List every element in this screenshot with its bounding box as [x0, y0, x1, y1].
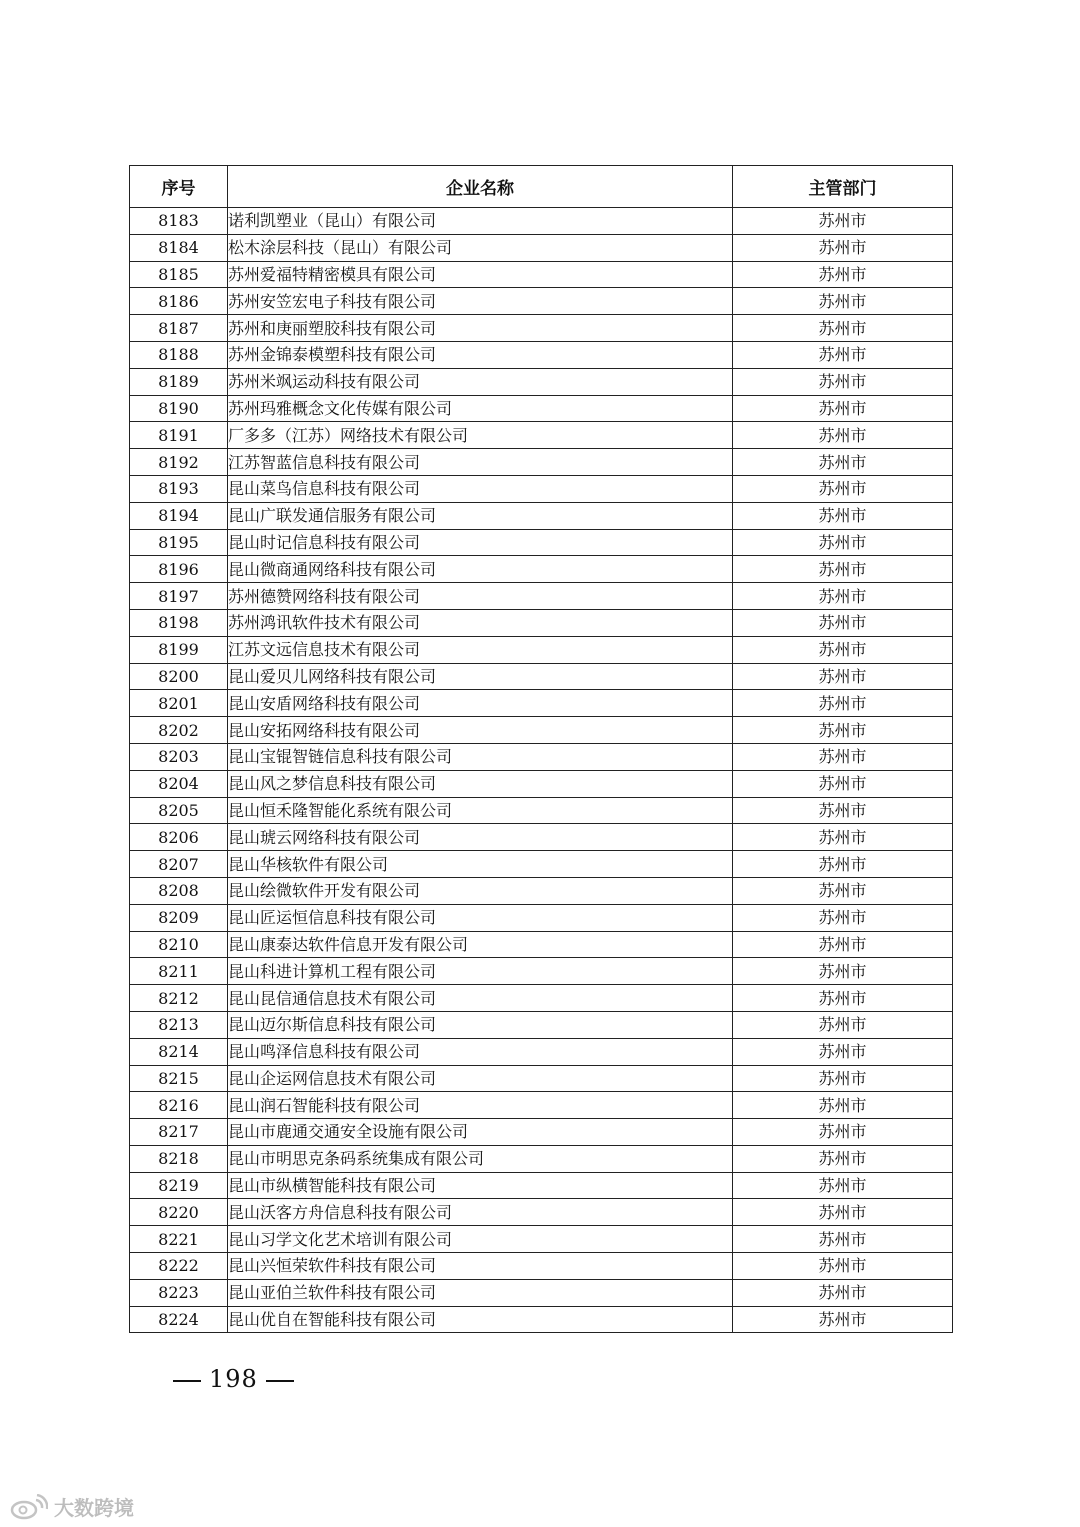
row-department: 苏州市	[733, 609, 953, 636]
row-serial-number: 8190	[130, 395, 228, 422]
row-department: 苏州市	[733, 475, 953, 502]
row-department: 苏州市	[733, 851, 953, 878]
row-department: 苏州市	[733, 395, 953, 422]
table-row	[130, 288, 953, 315]
row-enterprise-name: 昆山沃客方舟信息科技有限公司	[228, 1199, 733, 1226]
table-row	[130, 341, 953, 368]
row-serial-number: 8215	[130, 1065, 228, 1092]
table-row	[130, 1092, 953, 1119]
row-serial-number: 8208	[130, 877, 228, 904]
table-row	[130, 904, 953, 931]
table-row	[130, 583, 953, 610]
row-serial-number: 8221	[130, 1226, 228, 1253]
row-department: 苏州市	[733, 877, 953, 904]
row-enterprise-name: 昆山迈尔斯信息科技有限公司	[228, 1011, 733, 1038]
page-number-value: 198	[209, 1365, 258, 1393]
row-department: 苏州市	[733, 288, 953, 315]
row-enterprise-name: 昆山亚伯兰软件科技有限公司	[228, 1279, 733, 1306]
row-serial-number: 8203	[130, 743, 228, 770]
row-serial-number: 8204	[130, 770, 228, 797]
table-row	[130, 234, 953, 261]
row-enterprise-name: 昆山润石智能科技有限公司	[228, 1092, 733, 1119]
row-enterprise-name: 苏州爱福特精密模具有限公司	[228, 261, 733, 288]
row-serial-number: 8191	[130, 422, 228, 449]
row-enterprise-name: 昆山安拓网络科技有限公司	[228, 717, 733, 744]
row-enterprise-name: 昆山匠运恒信息科技有限公司	[228, 904, 733, 931]
table-row	[130, 1253, 953, 1280]
row-department: 苏州市	[733, 422, 953, 449]
row-serial-number: 8220	[130, 1199, 228, 1226]
table-row	[130, 636, 953, 663]
table-row	[130, 261, 953, 288]
row-department: 苏州市	[733, 770, 953, 797]
row-serial-number: 8200	[130, 663, 228, 690]
table-row	[130, 717, 953, 744]
row-enterprise-name: 苏州玛雅概念文化传媒有限公司	[228, 395, 733, 422]
row-serial-number: 8217	[130, 1119, 228, 1146]
row-department: 苏州市	[733, 797, 953, 824]
page-number	[165, 1365, 302, 1393]
row-serial-number: 8187	[130, 315, 228, 342]
row-enterprise-name: 昆山琥云网络科技有限公司	[228, 824, 733, 851]
row-department: 苏州市	[733, 743, 953, 770]
row-department: 苏州市	[733, 529, 953, 556]
table-row	[130, 1145, 953, 1172]
row-enterprise-name: 昆山兴恒荣软件科技有限公司	[228, 1253, 733, 1280]
row-enterprise-name: 昆山绘微软件开发有限公司	[228, 877, 733, 904]
row-department: 苏州市	[733, 636, 953, 663]
table-row	[130, 1199, 953, 1226]
table-row	[130, 663, 953, 690]
table-row	[130, 958, 953, 985]
row-serial-number: 8185	[130, 261, 228, 288]
row-serial-number: 8212	[130, 985, 228, 1012]
table-row	[130, 1119, 953, 1146]
row-department: 苏州市	[733, 1145, 953, 1172]
row-enterprise-name: 昆山华核软件有限公司	[228, 851, 733, 878]
table-body	[130, 208, 953, 1333]
row-enterprise-name: 昆山优自在智能科技有限公司	[228, 1306, 733, 1333]
table-row	[130, 1306, 953, 1333]
row-department: 苏州市	[733, 904, 953, 931]
table-row	[130, 931, 953, 958]
row-department: 苏州市	[733, 663, 953, 690]
row-department: 苏州市	[733, 1119, 953, 1146]
table-row	[130, 770, 953, 797]
table-row	[130, 851, 953, 878]
enterprise-table	[129, 165, 953, 1333]
row-serial-number: 8193	[130, 475, 228, 502]
table-row	[130, 797, 953, 824]
row-serial-number: 8188	[130, 341, 228, 368]
table-row	[130, 690, 953, 717]
row-serial-number: 8186	[130, 288, 228, 315]
table-row	[130, 1279, 953, 1306]
row-serial-number: 8183	[130, 208, 228, 235]
row-enterprise-name: 昆山微商通网络科技有限公司	[228, 556, 733, 583]
table-row	[130, 315, 953, 342]
row-enterprise-name: 诺利凯塑业（昆山）有限公司	[228, 208, 733, 235]
row-department: 苏州市	[733, 1092, 953, 1119]
table-row	[130, 743, 953, 770]
row-department: 苏州市	[733, 341, 953, 368]
row-serial-number: 8195	[130, 529, 228, 556]
row-serial-number: 8198	[130, 609, 228, 636]
table-row	[130, 1065, 953, 1092]
row-department: 苏州市	[733, 717, 953, 744]
row-department: 苏州市	[733, 958, 953, 985]
row-department: 苏州市	[733, 449, 953, 476]
row-enterprise-name: 苏州金锦泰模塑科技有限公司	[228, 341, 733, 368]
row-serial-number: 8214	[130, 1038, 228, 1065]
table-row	[130, 502, 953, 529]
row-enterprise-name: 苏州和庚丽塑胶科技有限公司	[228, 315, 733, 342]
row-enterprise-name: 昆山广联发通信服务有限公司	[228, 502, 733, 529]
row-department: 苏州市	[733, 368, 953, 395]
table-row	[130, 208, 953, 235]
row-department: 苏州市	[733, 690, 953, 717]
page-number-dash-right	[266, 1380, 294, 1382]
row-serial-number: 8202	[130, 717, 228, 744]
row-department: 苏州市	[733, 1279, 953, 1306]
row-department: 苏州市	[733, 556, 953, 583]
row-department: 苏州市	[733, 1065, 953, 1092]
row-department: 苏州市	[733, 1306, 953, 1333]
row-enterprise-name: 昆山科进计算机工程有限公司	[228, 958, 733, 985]
watermark-text: 大数跨境	[54, 1496, 134, 1520]
header-serial-number: 序号	[130, 166, 228, 208]
table-row	[130, 985, 953, 1012]
row-department: 苏州市	[733, 824, 953, 851]
row-serial-number: 8222	[130, 1253, 228, 1280]
row-department: 苏州市	[733, 583, 953, 610]
row-department: 苏州市	[733, 1199, 953, 1226]
row-enterprise-name: 昆山市明思克条码系统集成有限公司	[228, 1145, 733, 1172]
table-row	[130, 529, 953, 556]
table-row	[130, 609, 953, 636]
weibo-logo-icon	[10, 1494, 48, 1520]
row-department: 苏州市	[733, 315, 953, 342]
row-serial-number: 8223	[130, 1279, 228, 1306]
row-serial-number: 8201	[130, 690, 228, 717]
header-department: 主管部门	[733, 166, 953, 208]
row-enterprise-name: 昆山时记信息科技有限公司	[228, 529, 733, 556]
row-department: 苏州市	[733, 1253, 953, 1280]
row-department: 苏州市	[733, 1172, 953, 1199]
row-enterprise-name: 昆山康泰达软件信息开发有限公司	[228, 931, 733, 958]
table-row	[130, 877, 953, 904]
row-serial-number: 8184	[130, 234, 228, 261]
row-serial-number: 8206	[130, 824, 228, 851]
table-header-row	[130, 166, 953, 208]
row-enterprise-name: 昆山风之梦信息科技有限公司	[228, 770, 733, 797]
row-enterprise-name: 厂多多（江苏）网络技术有限公司	[228, 422, 733, 449]
row-serial-number: 8207	[130, 851, 228, 878]
row-department: 苏州市	[733, 234, 953, 261]
row-enterprise-name: 江苏文远信息技术有限公司	[228, 636, 733, 663]
row-enterprise-name: 昆山菜鸟信息科技有限公司	[228, 475, 733, 502]
row-enterprise-name: 昆山安盾网络科技有限公司	[228, 690, 733, 717]
row-enterprise-name: 松木涂层科技（昆山）有限公司	[228, 234, 733, 261]
row-serial-number: 8197	[130, 583, 228, 610]
row-enterprise-name: 昆山市鹿通交通安全设施有限公司	[228, 1119, 733, 1146]
row-serial-number: 8189	[130, 368, 228, 395]
table-row	[130, 824, 953, 851]
row-serial-number: 8210	[130, 931, 228, 958]
table-row	[130, 395, 953, 422]
row-enterprise-name: 苏州德赞网络科技有限公司	[228, 583, 733, 610]
row-enterprise-name: 昆山企运网信息技术有限公司	[228, 1065, 733, 1092]
row-serial-number: 8196	[130, 556, 228, 583]
watermark	[10, 1492, 134, 1521]
row-enterprise-name: 昆山爱贝儿网络科技有限公司	[228, 663, 733, 690]
row-department: 苏州市	[733, 502, 953, 529]
table-row	[130, 422, 953, 449]
table-row	[130, 449, 953, 476]
row-department: 苏州市	[733, 931, 953, 958]
row-department: 苏州市	[733, 261, 953, 288]
row-serial-number: 8192	[130, 449, 228, 476]
row-enterprise-name: 昆山昆信通信息技术有限公司	[228, 985, 733, 1012]
row-serial-number: 8194	[130, 502, 228, 529]
row-department: 苏州市	[733, 208, 953, 235]
table-row	[130, 1172, 953, 1199]
row-enterprise-name: 昆山习学文化艺术培训有限公司	[228, 1226, 733, 1253]
row-enterprise-name: 苏州安笠宏电子科技有限公司	[228, 288, 733, 315]
row-enterprise-name: 昆山恒禾隆智能化系统有限公司	[228, 797, 733, 824]
table-row	[130, 1011, 953, 1038]
row-enterprise-name: 江苏智蓝信息科技有限公司	[228, 449, 733, 476]
row-department: 苏州市	[733, 1011, 953, 1038]
row-serial-number: 8216	[130, 1092, 228, 1119]
table-row	[130, 475, 953, 502]
row-serial-number: 8205	[130, 797, 228, 824]
table-row	[130, 368, 953, 395]
row-serial-number: 8199	[130, 636, 228, 663]
row-department: 苏州市	[733, 1226, 953, 1253]
header-enterprise-name: 企业名称	[228, 166, 733, 208]
row-serial-number: 8219	[130, 1172, 228, 1199]
row-enterprise-name: 昆山宝锟智链信息科技有限公司	[228, 743, 733, 770]
row-serial-number: 8211	[130, 958, 228, 985]
row-department: 苏州市	[733, 985, 953, 1012]
row-serial-number: 8213	[130, 1011, 228, 1038]
row-enterprise-name: 苏州鸿讯软件技术有限公司	[228, 609, 733, 636]
table-row	[130, 1226, 953, 1253]
page-number-dash-left	[173, 1380, 201, 1382]
row-enterprise-name: 苏州米飒运动科技有限公司	[228, 368, 733, 395]
table-row	[130, 556, 953, 583]
row-serial-number: 8209	[130, 904, 228, 931]
row-enterprise-name: 昆山鸣泽信息科技有限公司	[228, 1038, 733, 1065]
table-row	[130, 1038, 953, 1065]
row-serial-number: 8224	[130, 1306, 228, 1333]
row-serial-number: 8218	[130, 1145, 228, 1172]
row-enterprise-name: 昆山市纵横智能科技有限公司	[228, 1172, 733, 1199]
row-department: 苏州市	[733, 1038, 953, 1065]
